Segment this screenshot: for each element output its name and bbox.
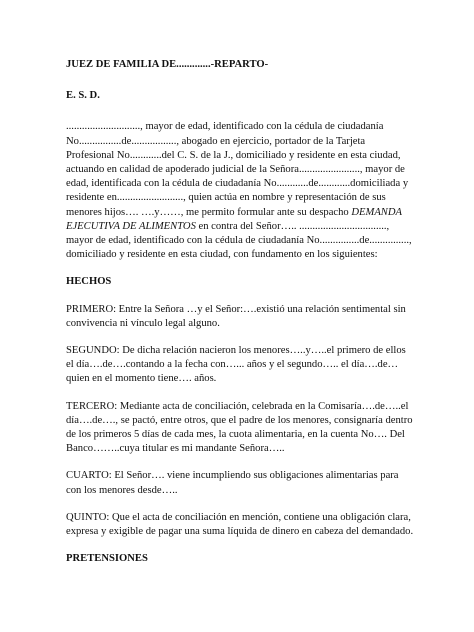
hecho-segundo: SEGUNDO: De dicha relación nacieron los menores…..y…..el primero de ellos el día….de….contando a la fecha con…... años y el segundo….. el día….de… quien en el momento tiene…. años.	[66, 345, 406, 385]
hecho-quinto: QUINTO: Que el acta de conciliación en mención, contiene una obligación clara, expresa y exigible de pagar una suma líquida de dinero en cabeza del demandado.	[66, 511, 414, 538]
hechos-heading: HECHOS	[66, 276, 112, 288]
hecho-tercero: TERCERO: Mediante acta de conciliación, celebrada en la Comisaría….de…..el día….de…., se pactó, entre otros, que el padre de los menores, consignaría dentro de los primeros 5 días de cada mes, la cuota alimentaria, en la cuenta No…. Del Banco……..cuya titular es mi mandante Señora…..	[66, 400, 413, 455]
demand-type: DEMANDA EJECUTIVA DE ALIMENTOS	[66, 206, 402, 232]
esd-line: E. S. D.	[66, 90, 100, 102]
intro-text-end: en contra del Señor….. ................................., mayor de edad, identificado con la cédula de ciudadanía No...............de..............., domiciliado y residente en esta ciudad, con fundamento en los siguientes:	[66, 220, 412, 261]
intro-paragraph	[66, 120, 414, 262]
document-title: JUEZ DE FAMILIA DE.............-REPARTO-	[66, 59, 269, 70]
hecho-primero: PRIMERO: Entre la Señora …y el Señor:….existió una relación sentimental sin convivencia ni vínculo legal alguno.	[66, 303, 406, 329]
hecho-cuarto: CUARTO: El Señor…. viene incumpliendo sus obligaciones alimentarias para con los menores desde…..	[66, 470, 399, 496]
intro-text-start: ............................, mayor de edad, identificado con la cédula de ciudadanía No................de................., abogado en ejercicio, portador de la Tarjeta Profesional No............del C. S. de la J., domiciliado y residente en esta ciudad, actuando en calidad de apoderado judicial de la Señora......................., mayor de edad, identificada con la cédula de ciudadanía No............de............domiciliada y residente en........................., quien actúa en nombre y representación de sus menores hijos…. ….y……, me permito formular ante su despacho	[66, 121, 409, 218]
pretensiones-heading: PRETENSIONES	[66, 553, 148, 565]
